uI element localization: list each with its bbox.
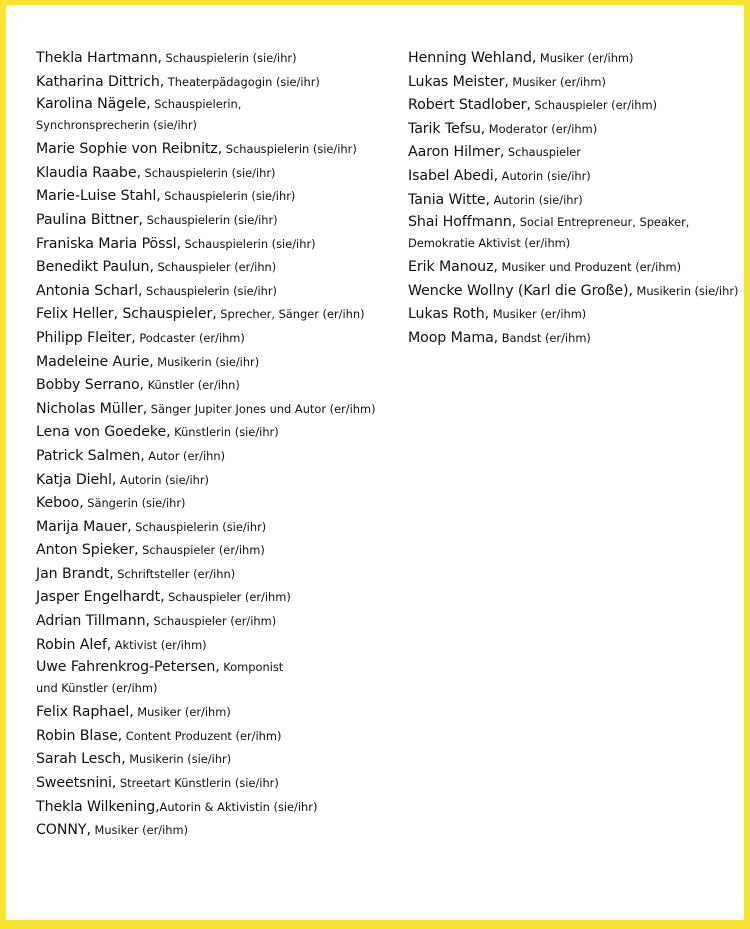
person-role: Musikerin (sie/ihr) xyxy=(632,283,739,298)
person-role: Schauspielerin (sie/ihr) xyxy=(180,236,316,251)
person-name: Isabel Abedi, xyxy=(408,167,499,184)
person-name: Thekla Wilkening, xyxy=(36,798,160,815)
person-name: Wencke Wollny (Karl die Große), xyxy=(408,282,633,299)
credit-entry xyxy=(36,136,406,160)
credit-entry xyxy=(36,817,406,841)
credit-entry xyxy=(36,584,406,608)
credit-line xyxy=(408,69,744,93)
credit-entry xyxy=(408,45,744,69)
person-name: Aaron Hilmer, xyxy=(408,144,505,161)
credit-entry xyxy=(36,372,406,396)
credit-entry xyxy=(36,45,406,69)
credit-line xyxy=(36,45,406,69)
person-name: Robin Blase, xyxy=(36,727,123,744)
person-role: Autorin (sie/ihr) xyxy=(489,192,583,207)
person-role: Künstlerin (sie/ihr) xyxy=(170,425,279,440)
person-name: Philipp Fleiter, xyxy=(36,329,136,346)
credit-line xyxy=(36,467,406,491)
person-role-continued: Demokratie Aktivist (er/ihm) xyxy=(408,236,571,251)
person-role: Komponist xyxy=(219,660,284,675)
credit-entry xyxy=(36,254,406,278)
credit-entry xyxy=(36,396,406,420)
credit-entry xyxy=(36,561,406,585)
person-name: Marija Mauer, xyxy=(36,518,132,535)
credit-entry xyxy=(36,92,406,136)
credit-line xyxy=(408,163,744,187)
credit-line xyxy=(408,139,744,163)
credit-line xyxy=(36,723,406,747)
person-name: Henning Wehland, xyxy=(408,50,537,66)
person-name: Robin Alef, xyxy=(36,636,112,653)
credit-entry xyxy=(408,163,744,187)
credit-line xyxy=(36,514,406,538)
credit-entry xyxy=(36,490,406,514)
credit-entry xyxy=(36,301,406,325)
person-role: Musikerin (sie/ihr) xyxy=(153,354,260,369)
person-name: Jasper Engelhardt, xyxy=(36,589,165,606)
credit-line xyxy=(36,655,406,676)
credit-line xyxy=(36,443,406,467)
person-name: Felix Raphael, xyxy=(36,704,134,721)
credit-entry xyxy=(36,632,406,656)
credit-line xyxy=(36,794,406,818)
person-role: Musiker (er/ihm) xyxy=(536,51,634,65)
person-role: Schauspielerin (sie/ihr) xyxy=(222,142,357,157)
credit-entry xyxy=(36,699,406,723)
person-name: Lena von Goedeke, xyxy=(36,424,171,441)
credit-line xyxy=(36,817,406,841)
credit-line-continued xyxy=(408,231,744,254)
person-name: Shai Hoffmann, xyxy=(408,214,517,231)
person-name: Lukas Meister, xyxy=(408,73,509,90)
person-role: Schauspielerin (sie/ihr) xyxy=(142,212,278,227)
person-role: Schauspieler (er/ihn) xyxy=(153,260,277,275)
person-name: Tarik Tefsu, xyxy=(408,120,486,137)
person-role: Schriftsteller (er/ihn) xyxy=(113,566,236,581)
credit-line xyxy=(36,632,406,656)
person-role: Schauspielerin, xyxy=(150,97,242,112)
person-role: Schauspieler (er/ihm) xyxy=(138,543,265,558)
person-role-continued: Synchronsprecherin (sie/ihr) xyxy=(36,118,197,133)
person-role: Social Entrepreneur, Speaker, xyxy=(516,215,690,230)
person-name: Klaudia Raabe, xyxy=(36,164,141,181)
person-name: Katja Diehl, xyxy=(36,471,117,488)
person-role: Autorin & Aktivistin (sie/ihr) xyxy=(159,799,318,814)
credit-entry xyxy=(408,187,744,211)
credit-entry xyxy=(36,325,406,349)
credit-entry xyxy=(36,207,406,231)
credit-line xyxy=(36,136,406,160)
credit-entry xyxy=(36,419,406,443)
credit-entry xyxy=(36,746,406,770)
person-role-continued: und Künstler (er/ihm) xyxy=(36,681,158,696)
credit-line xyxy=(36,372,406,396)
credit-line xyxy=(408,278,744,302)
person-name: Marie-Luise Stahl, xyxy=(36,188,161,205)
person-role: Sänger Jupiter Jones und Autor (er/ihm) xyxy=(147,401,376,416)
person-role: Künstler (er/ihn) xyxy=(143,378,240,393)
credit-line xyxy=(36,69,406,93)
credit-line xyxy=(36,537,406,561)
credit-line xyxy=(408,325,744,349)
credit-line-continued xyxy=(36,676,406,699)
person-role: Musikerin (sie/ihr) xyxy=(125,752,232,767)
credit-line xyxy=(408,254,744,278)
credit-line xyxy=(408,116,744,140)
person-name: Paulina Bittner, xyxy=(36,211,143,228)
person-role: Streetart Künstlerin (sie/ihr) xyxy=(116,776,279,791)
person-role: Podcaster (er/ihm) xyxy=(135,330,245,345)
person-name: Franiska Maria Pössl, xyxy=(36,235,181,252)
person-name: Robert Stadlober, xyxy=(408,97,531,114)
credit-entry xyxy=(36,794,406,818)
person-name: Felix Heller, Schauspieler, xyxy=(36,306,217,323)
credit-entry xyxy=(408,278,744,302)
credit-entry xyxy=(408,92,744,116)
credit-entry xyxy=(408,254,744,278)
credit-entry xyxy=(36,655,406,699)
credit-line xyxy=(408,45,744,69)
person-role: Theaterpädagogin (sie/ihr) xyxy=(164,74,320,89)
person-name: Nicholas Müller, xyxy=(36,400,148,417)
credit-entry xyxy=(36,69,406,93)
credit-line xyxy=(408,210,744,231)
credit-line xyxy=(36,183,406,207)
credit-entry xyxy=(408,210,744,254)
credit-line xyxy=(36,584,406,608)
person-name: Bobby Serrano, xyxy=(36,377,144,394)
credit-line xyxy=(36,231,406,255)
credit-line xyxy=(36,349,406,373)
person-role: Schauspieler (er/ihm) xyxy=(530,98,658,113)
credit-entry xyxy=(36,723,406,747)
person-name: Adrian Tillmann, xyxy=(36,613,150,630)
person-name: Thekla Hartmann, xyxy=(36,50,162,66)
person-name: Keboo, xyxy=(36,495,84,512)
credit-entry xyxy=(36,183,406,207)
person-name: Uwe Fahrenkrog-Petersen, xyxy=(36,659,220,676)
person-name: Moop Mama, xyxy=(408,329,499,346)
right-column xyxy=(408,45,744,349)
person-role: Schauspielerin (sie/ihr) xyxy=(142,283,277,298)
person-role: Schauspieler (er/ihm) xyxy=(149,614,277,629)
person-role: Content Produzent (er/ihm) xyxy=(122,728,282,743)
credit-entry xyxy=(36,231,406,255)
credit-line xyxy=(36,396,406,420)
person-role: Autorin (sie/ihr) xyxy=(116,472,209,487)
credit-entry xyxy=(408,325,744,349)
person-role: Musiker (er/ihm) xyxy=(508,74,606,89)
person-role: Bandst (er/ihm) xyxy=(498,330,591,345)
credit-line xyxy=(36,561,406,585)
person-role: Sängerin (sie/ihr) xyxy=(83,496,186,511)
person-name: Marie Sophie von Reibnitz, xyxy=(36,141,223,158)
credit-line xyxy=(408,301,744,325)
person-role: Aktivist (er/ihm) xyxy=(111,637,207,652)
person-role: Musiker und Produzent (er/ihm) xyxy=(497,260,682,275)
credit-entry xyxy=(36,349,406,373)
credit-line xyxy=(36,325,406,349)
person-name: Benedikt Paulun, xyxy=(36,259,154,276)
person-name: CONNY, xyxy=(36,822,91,839)
credit-entry xyxy=(408,139,744,163)
person-name: Madeleine Aurie, xyxy=(36,353,154,370)
person-role: Autor (er/ihn) xyxy=(144,448,226,463)
left-column xyxy=(36,45,406,841)
credit-line xyxy=(36,770,406,794)
person-name: Katharina Dittrich, xyxy=(36,73,165,90)
person-name: Jan Brandt, xyxy=(36,565,114,582)
credit-entry xyxy=(36,443,406,467)
credit-line xyxy=(36,608,406,632)
person-name: Patrick Salmen, xyxy=(36,447,145,464)
person-name: Antonia Scharl, xyxy=(36,282,143,299)
credit-line xyxy=(36,92,406,113)
credit-line xyxy=(36,254,406,278)
credit-line-continued xyxy=(36,113,406,136)
person-name: Anton Spieker, xyxy=(36,542,139,559)
person-name: Sarah Lesch, xyxy=(36,751,126,768)
credit-line xyxy=(36,419,406,443)
person-role: Schauspielerin (sie/ihr) xyxy=(160,189,296,204)
person-role: Musiker (er/ihm) xyxy=(489,307,587,322)
credit-line xyxy=(408,92,744,116)
person-role: Musiker (er/ihm) xyxy=(90,823,189,838)
credit-line xyxy=(36,699,406,723)
person-name: Karolina Nägele, xyxy=(36,96,151,113)
credit-entry xyxy=(408,69,744,93)
person-role: Schauspieler (er/ihm) xyxy=(164,590,291,605)
credit-entry xyxy=(36,278,406,302)
credit-line xyxy=(36,278,406,302)
person-role: Schauspielerin (sie/ihr) xyxy=(131,519,267,534)
credit-entry xyxy=(408,116,744,140)
person-role: Autorin (sie/ihr) xyxy=(498,168,591,183)
credit-entry xyxy=(408,301,744,325)
credit-line xyxy=(36,207,406,231)
person-role: Schauspielerin (sie/ihr) xyxy=(161,51,297,65)
person-name: Erik Manouz, xyxy=(408,259,498,276)
person-role: Musiker (er/ihm) xyxy=(133,705,231,720)
person-role: Sprecher, Sänger (er/ihn) xyxy=(216,307,365,322)
credit-entry xyxy=(36,770,406,794)
credit-line xyxy=(36,490,406,514)
credit-line xyxy=(36,160,406,184)
credit-entry xyxy=(36,608,406,632)
person-role: Moderator (er/ihm) xyxy=(485,121,598,136)
credit-entry xyxy=(36,160,406,184)
person-role: Schauspieler xyxy=(504,145,581,160)
person-name: Sweetsnini, xyxy=(36,775,117,792)
person-name: Tania Witte, xyxy=(408,191,490,208)
person-name: Lukas Roth, xyxy=(408,306,490,323)
credit-line xyxy=(36,746,406,770)
credit-entry xyxy=(36,514,406,538)
credit-line xyxy=(36,301,406,325)
credit-entry xyxy=(36,467,406,491)
person-role: Schauspielerin (sie/ihr) xyxy=(140,165,276,180)
credit-line xyxy=(408,187,744,211)
credit-entry xyxy=(36,537,406,561)
